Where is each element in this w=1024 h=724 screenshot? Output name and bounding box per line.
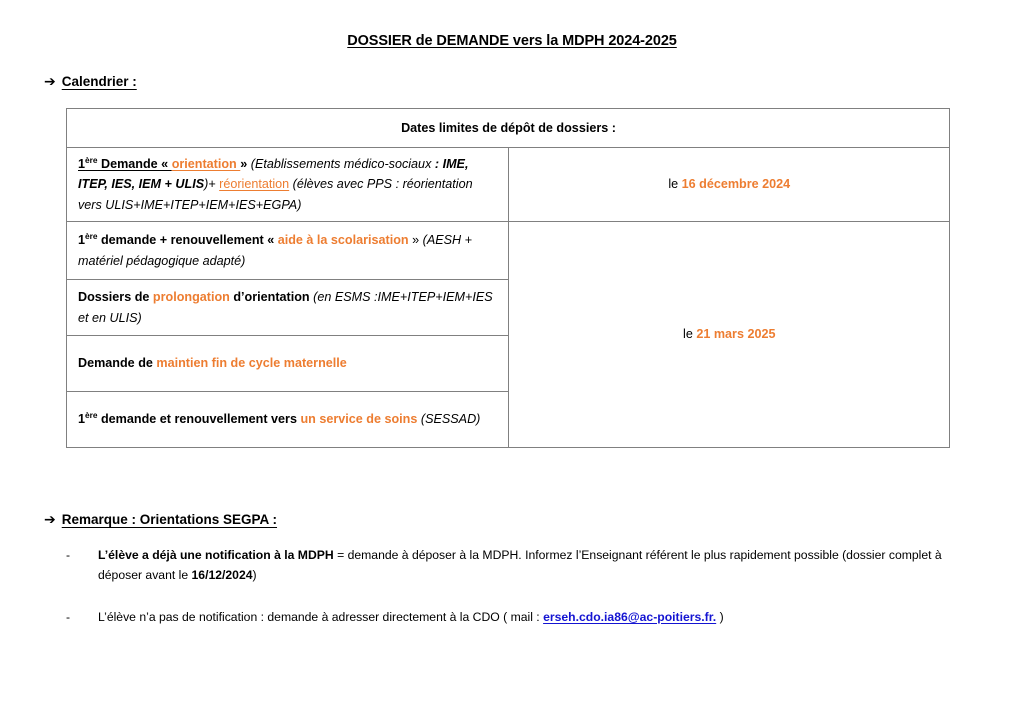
cell-maintien-maternelle [67, 336, 509, 392]
arrow-right-icon: ➔ [44, 74, 56, 90]
text-run-italic: (Etablissements médico-sociaux [250, 157, 435, 171]
text-run: » [408, 233, 423, 248]
deadline-cell-decembre [508, 148, 950, 222]
list-bullet-dash: - [66, 610, 71, 624]
text-run-italic-bold: : IME, ITEP, IES, IEM + ULIS [78, 157, 469, 192]
arrow-right-icon: ➔ [44, 512, 56, 528]
calendar-table [66, 108, 950, 448]
section-heading-calendrier-label: Calendrier : [61, 74, 137, 89]
deadline-date: 16 décembre 2024 [681, 177, 791, 192]
section-heading-calendrier [0, 74, 137, 89]
email-link[interactable]: erseh.cdo.ia86@ac-poitiers.fr. [543, 610, 717, 624]
text-run-sup: ère [85, 231, 98, 242]
page-title [0, 0, 1024, 49]
text-run-italic: (en ESMS :IME+ITEP+IEM+IES et en ULIS) [78, 290, 493, 325]
text-run: Demande de [78, 356, 157, 371]
cell-prolongation [67, 280, 509, 336]
text-run-orange-underline: réorientation [219, 177, 290, 192]
cell-demande-orientation [67, 148, 509, 222]
text-run-bold-date: 16/12/2024 [191, 567, 253, 582]
text-run: 1ère Demande « [78, 154, 172, 171]
text-run: » [240, 157, 251, 171]
text-run-orange: un service de soins [300, 412, 418, 427]
deadline-date: 21 mars 2025 [696, 327, 776, 342]
table-row [67, 148, 950, 222]
text-run-orange: prolongation [152, 290, 230, 305]
deadline-prefix: le [683, 327, 697, 342]
text-run: ) [252, 567, 257, 582]
text-run: ) [716, 610, 724, 624]
text-run: demande + renouvellement « [97, 233, 278, 248]
text-run: d’orientation [229, 290, 314, 305]
section-heading-remarque-label: Remarque : Orientations SEGPA : [61, 512, 278, 527]
list-bullet-dash: - [66, 548, 71, 562]
text-run: = demande à déposer à la MDPH. Informez l’Enseignant référent le plus rapidement possible (dossier complet à déposer avant le [98, 548, 942, 582]
text-run-orange: aide à la scolarisation [277, 233, 409, 248]
table-row [67, 222, 950, 280]
text-run-italic: (SESSAD) [417, 412, 481, 427]
text-run: 1 [78, 412, 86, 427]
calendar-table-wrapper [66, 108, 950, 448]
text-run-italic: (élèves avec PPS : réorientation vers ULIS+IME+ITEP+IEM+IES+EGPA) [78, 177, 473, 212]
text-run-italic: (AESH + matériel pédagogique adapté) [78, 233, 472, 268]
note-body [98, 546, 966, 586]
text-run-bold: L’élève a déjà une notification à la MDPH [98, 548, 334, 562]
note-notification-existante [66, 546, 966, 586]
note-body [98, 608, 966, 628]
text-run-italic: )+ [204, 177, 220, 192]
deadline-cell-mars [508, 222, 950, 448]
section-heading-remarque [0, 512, 277, 527]
text-run: L’élève n’a pas de notification : demande à adresser directement à la CDO ( mail : [98, 610, 544, 624]
note-sans-notification [66, 608, 966, 628]
page-title-text: DOSSIER de DEMANDE vers la MDPH 2024-2025 [347, 33, 677, 49]
table-header-row [67, 109, 950, 148]
table-header-cell: Dates limites de dépôt de dossiers : [67, 109, 950, 148]
text-run-orange: maintien fin de cycle maternelle [156, 356, 347, 371]
text-run: 1 [78, 233, 86, 248]
text-run-sup: ère [85, 410, 98, 421]
deadline-prefix: le [668, 177, 682, 192]
text-run: demande et renouvellement vers [97, 412, 301, 427]
text-run-orange: orientation [171, 157, 241, 171]
text-run: Dossiers de [78, 290, 153, 305]
cell-aide-scolarisation [67, 222, 509, 280]
cell-service-soins [67, 392, 509, 448]
